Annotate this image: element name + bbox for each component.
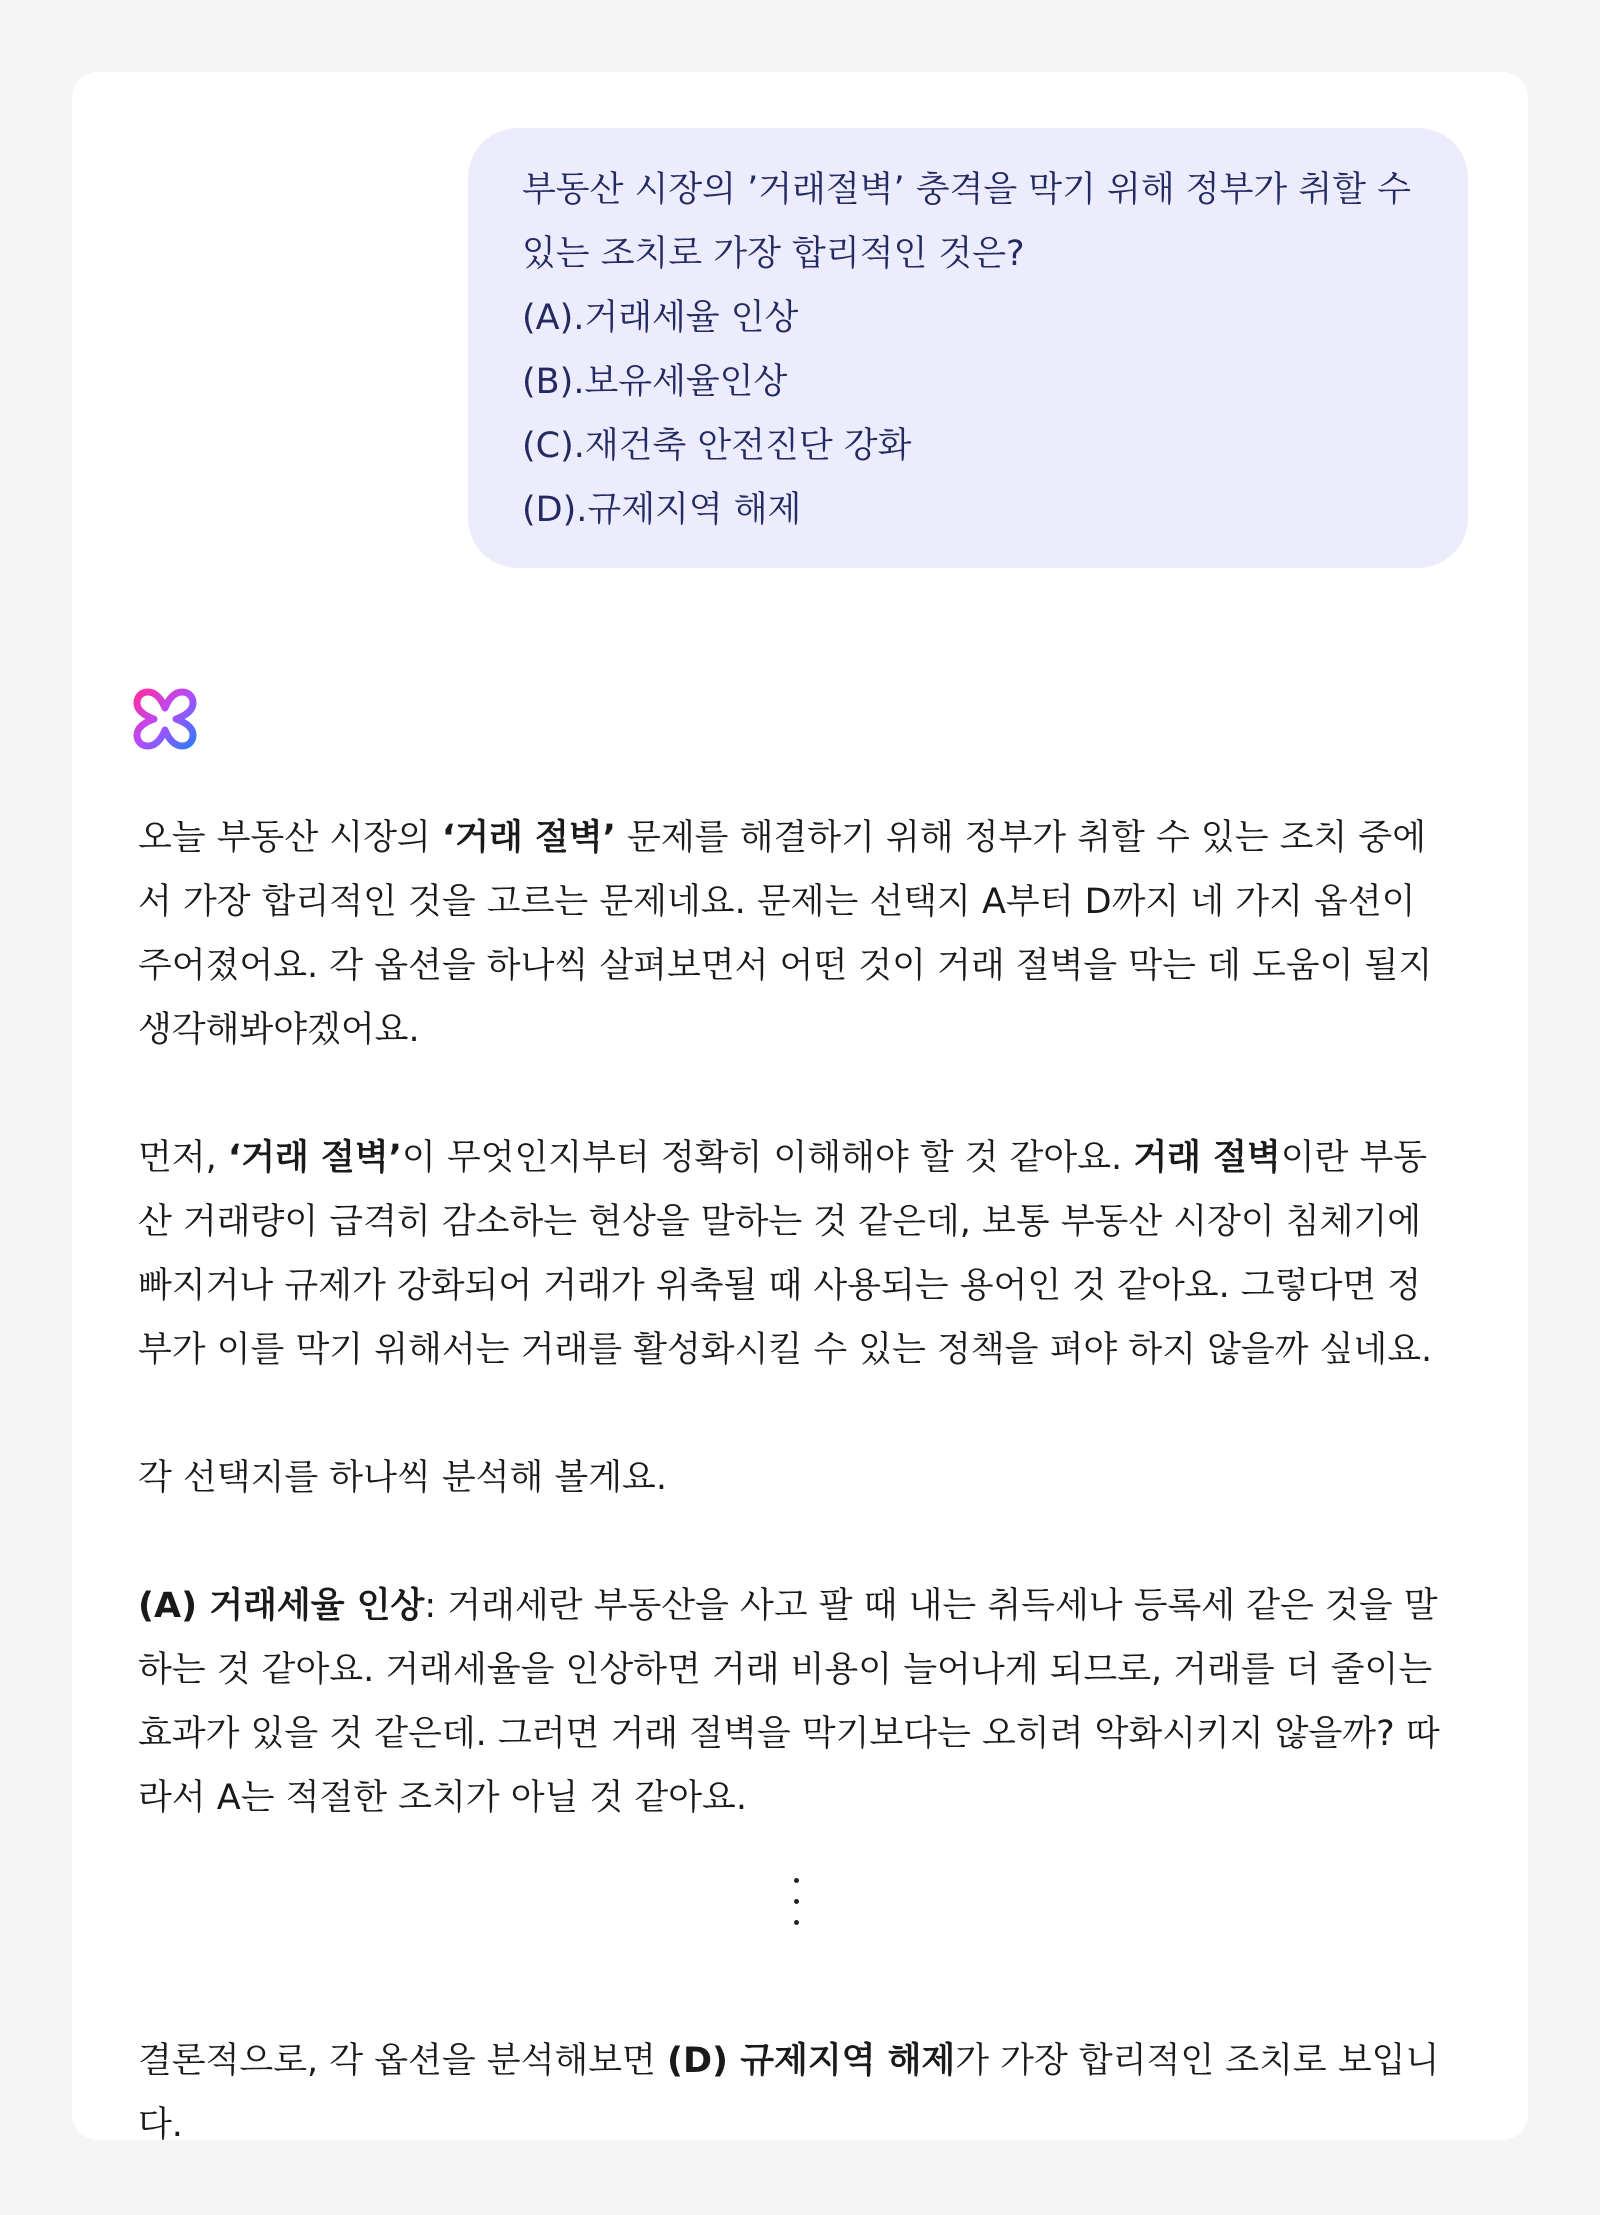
text-line: 서 가장 합리적인 것을 고르는 문제네요. 문제는 선택지 A부터 D까지 네 가지 옵션이: [138, 882, 1416, 922]
assistant-answer: [138, 806, 1538, 1894]
text-line: 효과가 있을 것 같은데. 그러면 거래 절벽을 막기보다는 오히려 악화시키지 않을까? 따: [138, 1714, 1440, 1754]
answer-paragraph: [138, 1126, 1538, 1382]
text-line: 하는 것 같아요. 거래세율을 인상하면 거래 비용이 늘어나게 되므로, 거래를 더 줄이는: [138, 1650, 1433, 1690]
bold-term: (D) 규제지역 해제: [666, 2041, 956, 2081]
vertical-ellipsis-icon: [794, 1878, 802, 1938]
answer-paragraph: [138, 1574, 1538, 1830]
text-line: 빠지거나 규제가 강화되어 거래가 위축될 때 사용되는 용어인 것 같아요. 그렇다면 정: [138, 1266, 1422, 1306]
answer-paragraph: [138, 1446, 1538, 1510]
bold-term: ‘거래 절벽’: [441, 818, 616, 858]
text-line: 생각해봐야겠어요.: [138, 1010, 420, 1050]
question-line: 있는 조치로 가장 합리적인 것은?: [522, 234, 1025, 274]
option-b: (B).보유세율인상: [522, 362, 788, 402]
text-line: 산 거래량이 급격히 감소하는 현상을 말하는 것 같은데, 보통 부동산 시장이 침체기에: [138, 1202, 1422, 1242]
question-line: 부동산 시장의 ’거래절벽’ 충격을 막기 위해 정부가 취할 수: [522, 170, 1411, 210]
chat-card: [72, 72, 1528, 2145]
option-d: (D).규제지역 해제: [522, 490, 802, 530]
text-line: 먼저, ‘거래 절벽’이 무엇인지부터 정확히 이해해야 할 것 같아요. 거래 절벽이란 부동: [138, 1138, 1428, 1178]
text-line: 주어졌어요. 각 옵션을 하나씩 살펴보면서 어떤 것이 거래 절벽을 막는 데 도움이 될지: [138, 946, 1433, 986]
user-message-bubble: [468, 128, 1468, 568]
text-line: 라서 A는 적절한 조치가 아닐 것 같아요.: [138, 1778, 747, 1818]
text-line: 다.: [138, 2105, 183, 2145]
assistant-logo-icon: [130, 684, 200, 754]
bold-term: (A) 거래세율 인상: [138, 1586, 425, 1626]
text-line: 결론적으로, 각 옵션을 분석해보면 (D) 규제지역 해제가 가장 합리적인 조치로 보입니: [138, 2041, 1440, 2081]
text-line: 오늘 부동산 시장의 ‘거래 절벽’ 문제를 해결하기 위해 정부가 취할 수 있는 조치 중에: [138, 818, 1427, 858]
answer-paragraph: [138, 806, 1538, 1062]
text-line: 부가 이를 막기 위해서는 거래를 활성화시킬 수 있는 정책을 펴야 하지 않을까 싶네요.: [138, 1330, 1433, 1370]
option-a: (A).거래세율 인상: [522, 298, 799, 338]
answer-conclusion: [138, 2029, 1439, 2157]
text-line: (A) 거래세율 인상: 거래세란 부동산을 사고 팔 때 내는 취득세나 등록세 같은 것을 말: [138, 1586, 1438, 1626]
option-c: (C).재건축 안전진단 강화: [522, 426, 912, 466]
bold-term: ‘거래 절벽’: [227, 1138, 402, 1178]
text-line: 각 선택지를 하나씩 분석해 볼게요.: [138, 1458, 667, 1498]
bold-term: 거래 절벽: [1133, 1138, 1281, 1178]
